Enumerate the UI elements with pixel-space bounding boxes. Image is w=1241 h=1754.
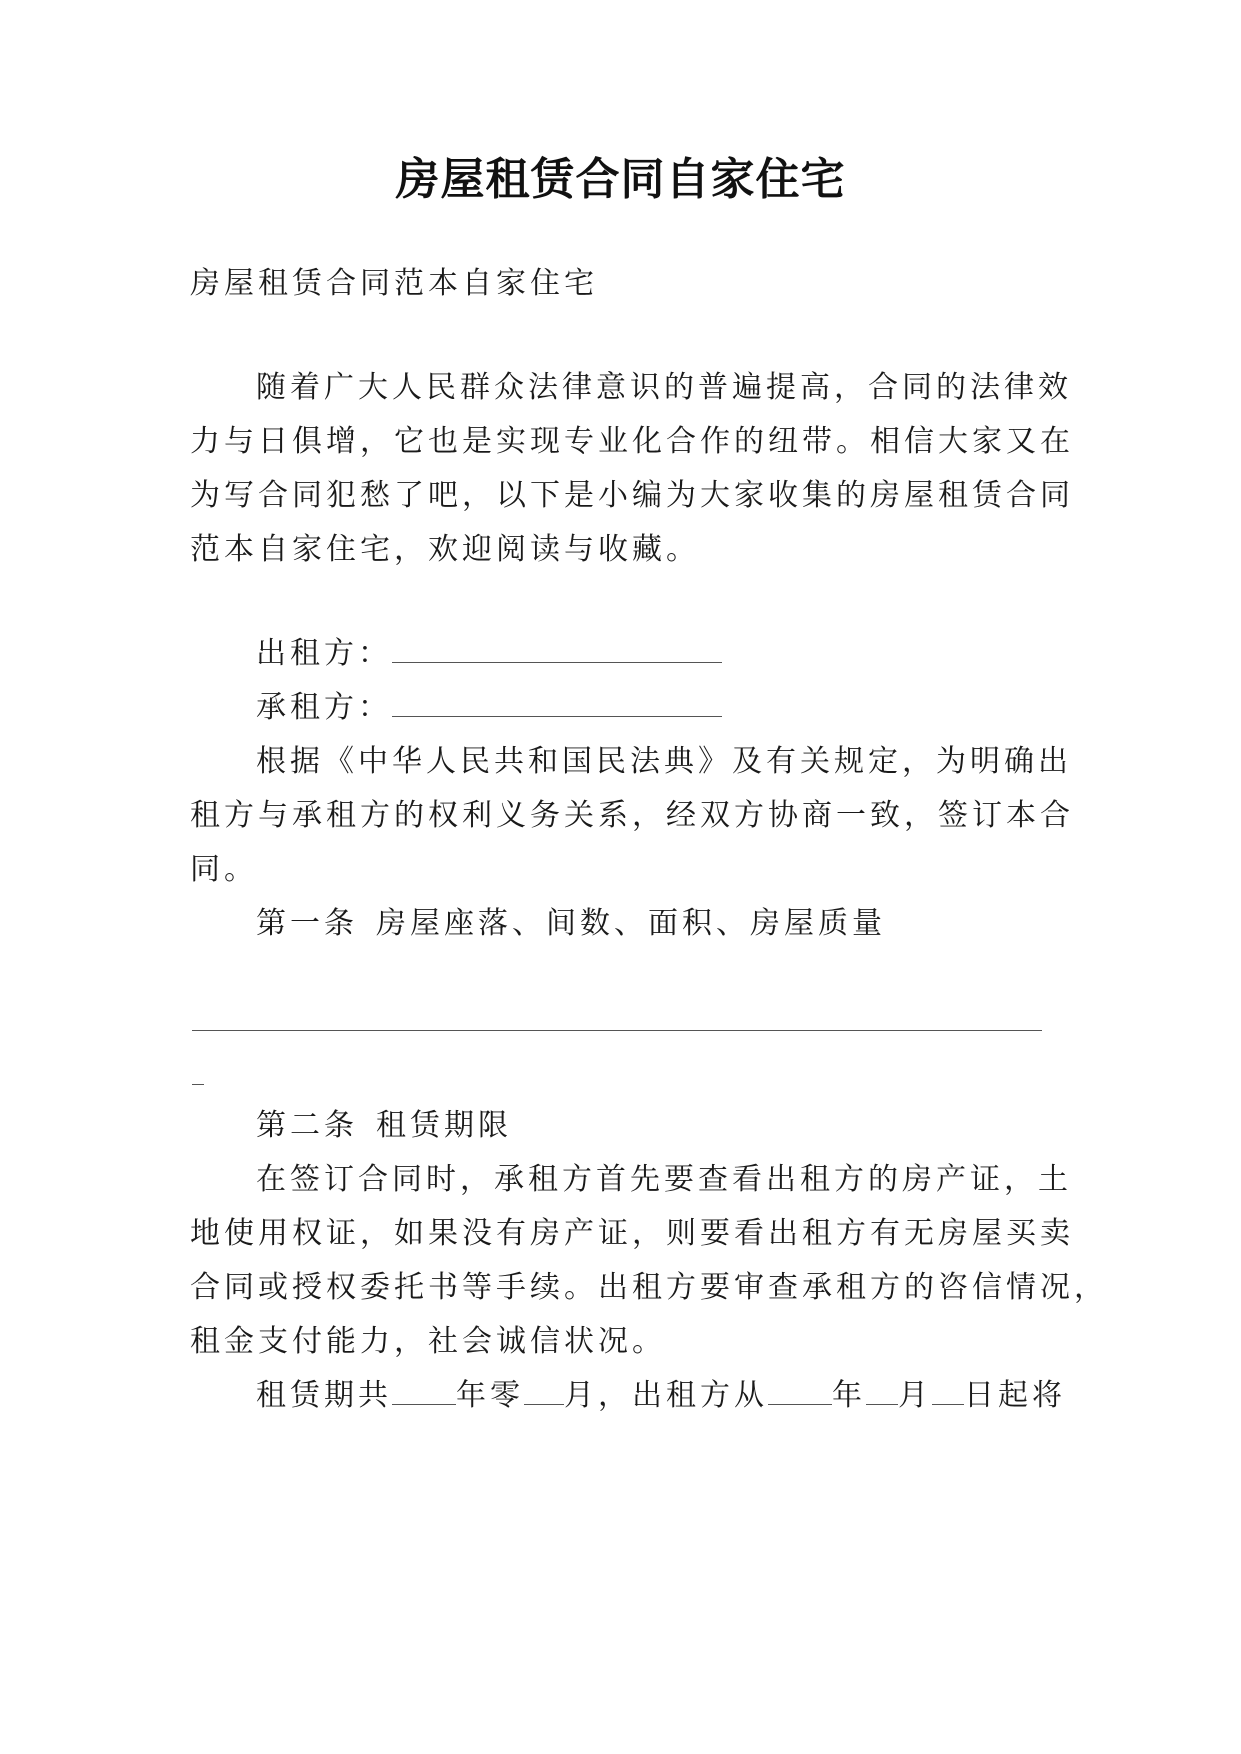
article1-heading: 房屋座落、间数、面积、房屋质量 (376, 906, 886, 941)
start-year-blank[interactable] (768, 1376, 832, 1405)
article2-heading: 租赁期限 (376, 1108, 512, 1143)
start-month-blank[interactable] (866, 1376, 898, 1405)
document-title: 房屋租赁合同自家住宅 (395, 154, 846, 205)
lessor-label: 出租方： (256, 636, 392, 671)
term-text-3: 月，出租方从 (564, 1378, 768, 1413)
lessee-blank[interactable] (392, 688, 722, 717)
intro-line: 范本自家住宅，欢迎阅读与收藏。 (190, 532, 700, 567)
intro-line: 随着广大人民群众法律意识的普遍提高，合同的法律效 (256, 370, 1072, 405)
term-text-6: 日起将 (964, 1378, 1066, 1413)
intro-line: 为写合同犯愁了吧，以下是小编为大家收集的房屋租赁合同 (190, 478, 1074, 513)
term-months-blank[interactable] (524, 1376, 564, 1405)
term-text-1: 租赁期共 (256, 1378, 392, 1413)
article2-line: 合同或授权委托书等手续。出租方要审查承租方的咨信情况， (190, 1270, 1108, 1305)
term-line (256, 1376, 1066, 1416)
article1-fill-line[interactable] (192, 1030, 1042, 1031)
lessor-blank[interactable] (392, 634, 722, 663)
basis-line: 同。 (190, 852, 258, 887)
basis-line: 根据《中华人民共和国民法典》及有关规定，为明确出 (256, 744, 1072, 779)
article2-number: 第二条 (256, 1108, 358, 1143)
article2-line: 地使用权证，如果没有房产证，则要看出租方有无房屋买卖 (190, 1216, 1074, 1251)
lessor-field (256, 634, 722, 674)
term-text-5: 月 (898, 1378, 932, 1413)
article1-title (256, 904, 886, 944)
lessee-field (256, 688, 722, 728)
basis-line: 租方与承租方的权利义务关系，经双方协商一致，签订本合 (190, 798, 1074, 833)
term-text-2: 年零 (456, 1378, 524, 1413)
document-subtitle: 房屋租赁合同范本自家住宅 (190, 266, 598, 301)
article2-line: 在签订合同时，承租方首先要查看出租方的房产证，土 (256, 1162, 1072, 1197)
article2-title (256, 1106, 512, 1146)
term-years-blank[interactable] (392, 1376, 456, 1405)
start-day-blank[interactable] (932, 1376, 964, 1405)
lessee-label: 承租方： (256, 690, 392, 725)
intro-line: 力与日俱增，它也是实现专业化合作的纽带。相信大家又在 (190, 424, 1074, 459)
article2-line: 租金支付能力，社会诚信状况。 (190, 1324, 666, 1359)
article1-number: 第一条 (256, 906, 358, 941)
article1-fill-line-end (192, 1084, 204, 1085)
term-text-4: 年 (832, 1378, 866, 1413)
